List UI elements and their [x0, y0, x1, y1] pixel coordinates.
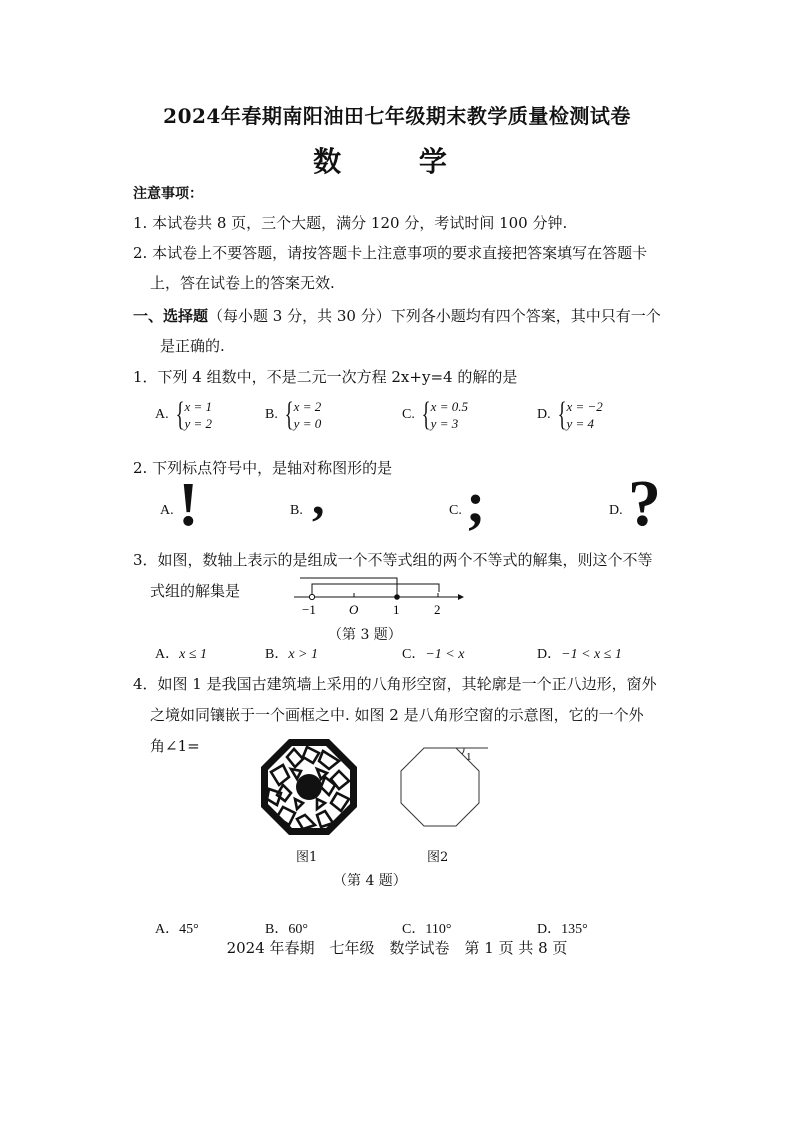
q3-option-d-value: −1 < x ≤ 1	[561, 647, 622, 662]
figure-2-label: 图2	[427, 850, 449, 865]
q1-option-a-label: A.	[155, 407, 169, 422]
q4-option-b-label: B．	[265, 922, 289, 937]
question-4-text-line-2: 之境如同镶嵌于一个画框之中. 如图 2 是八角形空窗的示意图，它的一个外	[150, 706, 644, 724]
q1-option-b: B. { x = 2 y = 0	[265, 396, 322, 433]
page-footer: 2024 年春期 七年级 数学试卷 第 1 页 共 8 页	[226, 939, 568, 957]
q1-option-d: D. { x = −2 y = 4	[537, 396, 603, 433]
q4-option-b-value: 60°	[288, 922, 308, 937]
q1-option-d-eq-1: x = −2	[566, 399, 603, 414]
notes-heading: 注意事项：	[133, 186, 203, 202]
exclamation-mark-symbol: !	[178, 471, 199, 539]
q1-option-c: C. { x = 0.5 y = 3	[402, 396, 468, 433]
q3-option-b-value: x > 1	[288, 647, 319, 662]
q2-option-c-label: C.	[449, 503, 462, 518]
angle-1-label: 1	[466, 751, 472, 763]
number-line-figure	[288, 574, 468, 618]
q4-option-a-value: 45°	[179, 922, 199, 937]
q3-option-c	[402, 643, 464, 663]
q2-option-d-label: D.	[609, 503, 623, 518]
q3-option-a-label: A．	[155, 647, 180, 662]
open-point-neg-1	[309, 594, 314, 599]
section-1-heading	[133, 305, 661, 326]
q1-option-d-eq-2: y = 4	[566, 416, 594, 431]
notes-item-1: 1. 本试卷共 8 页，三个大题，满分 120 分，考试时间 100 分钟.	[133, 214, 568, 232]
q3-option-d	[537, 643, 622, 663]
window-center-disc	[296, 774, 322, 800]
q4-option-b	[265, 918, 308, 938]
q4-caption: （第 4 题）	[333, 873, 407, 889]
octagon-diagram-figure	[392, 740, 492, 835]
section-1-desc-line-2: 是正确的.	[160, 337, 225, 355]
section-1-name: 选择题	[163, 307, 209, 325]
q1-option-c-eq-1: x = 0.5	[430, 399, 468, 414]
section-1-desc: （每小题 3 分，共 30 分）下列各小题均有四个答案，其中只有一个	[208, 307, 661, 325]
q2-option-a-label: A.	[160, 503, 174, 518]
question-3-text-line-1: 3．如图，数轴上表示的是组成一个不等式组的两个不等式的解集，则这个不等	[133, 551, 653, 569]
q4-option-d-value: 135°	[561, 922, 588, 937]
section-1-label: 一、	[133, 307, 164, 325]
q4-option-c-value: 110°	[425, 922, 452, 937]
comma-symbol: ,	[312, 469, 325, 525]
octagon-window-figure	[259, 737, 359, 837]
closed-point-1	[394, 594, 400, 600]
q4-option-d-label: D．	[537, 922, 562, 937]
semicolon-symbol: ;	[466, 470, 486, 535]
axis-label-neg-1: −1	[302, 602, 316, 617]
q1-option-a-eq-1: x = 1	[184, 399, 212, 414]
q3-option-c-label: C．	[402, 647, 426, 662]
q4-option-c	[402, 918, 451, 938]
q4-option-a-label: A．	[155, 922, 180, 937]
q4-option-a	[155, 918, 199, 938]
q1-option-a-eq-2: y = 2	[184, 416, 212, 431]
q2-option-b-label: B.	[290, 503, 303, 518]
question-mark-symbol: ?	[628, 467, 661, 540]
q4-option-d	[537, 918, 588, 938]
q1-option-c-eq-2: y = 3	[430, 416, 459, 431]
axis-label-origin: O	[349, 602, 359, 617]
question-4-text-line-3: 角∠1=	[150, 737, 200, 755]
figure-1-label: 图1	[296, 850, 318, 865]
axis-arrow-icon	[458, 594, 464, 600]
q1-option-b-eq-2: y = 0	[293, 416, 322, 431]
angle-arc	[462, 748, 464, 754]
q3-option-d-label: D．	[537, 647, 562, 662]
q1-option-b-eq-1: x = 2	[293, 399, 322, 414]
exam-title: 2024年春期南阳油田七年级期末教学质量检测试卷	[163, 104, 631, 128]
axis-label-1: 1	[393, 602, 400, 617]
q3-caption: （第 3 题）	[328, 627, 402, 643]
q1-option-b-label: B.	[265, 407, 278, 422]
q1-option-d-label: D.	[537, 407, 551, 422]
question-2-text: 2. 下列标点符号中，是轴对称图形的是	[133, 459, 393, 477]
question-4-text-line-1: 4．如图 1 是我国古建筑墙上采用的八角形空窗，其轮廓是一个正八边形，窗外	[133, 675, 657, 693]
question-1-text: 1．下列 4 组数中，不是二元一次方程 2x+y=4 的解的是	[133, 368, 518, 386]
q1-option-a: A. { x = 1 y = 2	[155, 396, 212, 433]
solution-bracket-left	[300, 578, 397, 597]
q3-option-a	[155, 643, 207, 663]
solution-bracket-right	[312, 584, 439, 597]
q3-option-b	[265, 643, 318, 663]
q3-option-a-value: x ≤ 1	[179, 647, 208, 662]
q4-option-c-label: C．	[402, 922, 426, 937]
question-3-text-line-2: 式组的解集是	[150, 582, 241, 600]
q3-option-b-label: B．	[265, 647, 289, 662]
subject-title: 数 学	[313, 145, 481, 178]
q1-option-c-label: C.	[402, 407, 415, 422]
notes-item-2-line-1: 2. 本试卷上不要答题，请按答题卡上注意事项的要求直接把答案填写在答题卡	[133, 244, 648, 262]
axis-label-2: 2	[434, 602, 441, 617]
notes-item-2-line-2: 上，答在试卷上的答案无效.	[150, 274, 335, 292]
q3-option-c-value: −1 < x	[425, 647, 465, 662]
